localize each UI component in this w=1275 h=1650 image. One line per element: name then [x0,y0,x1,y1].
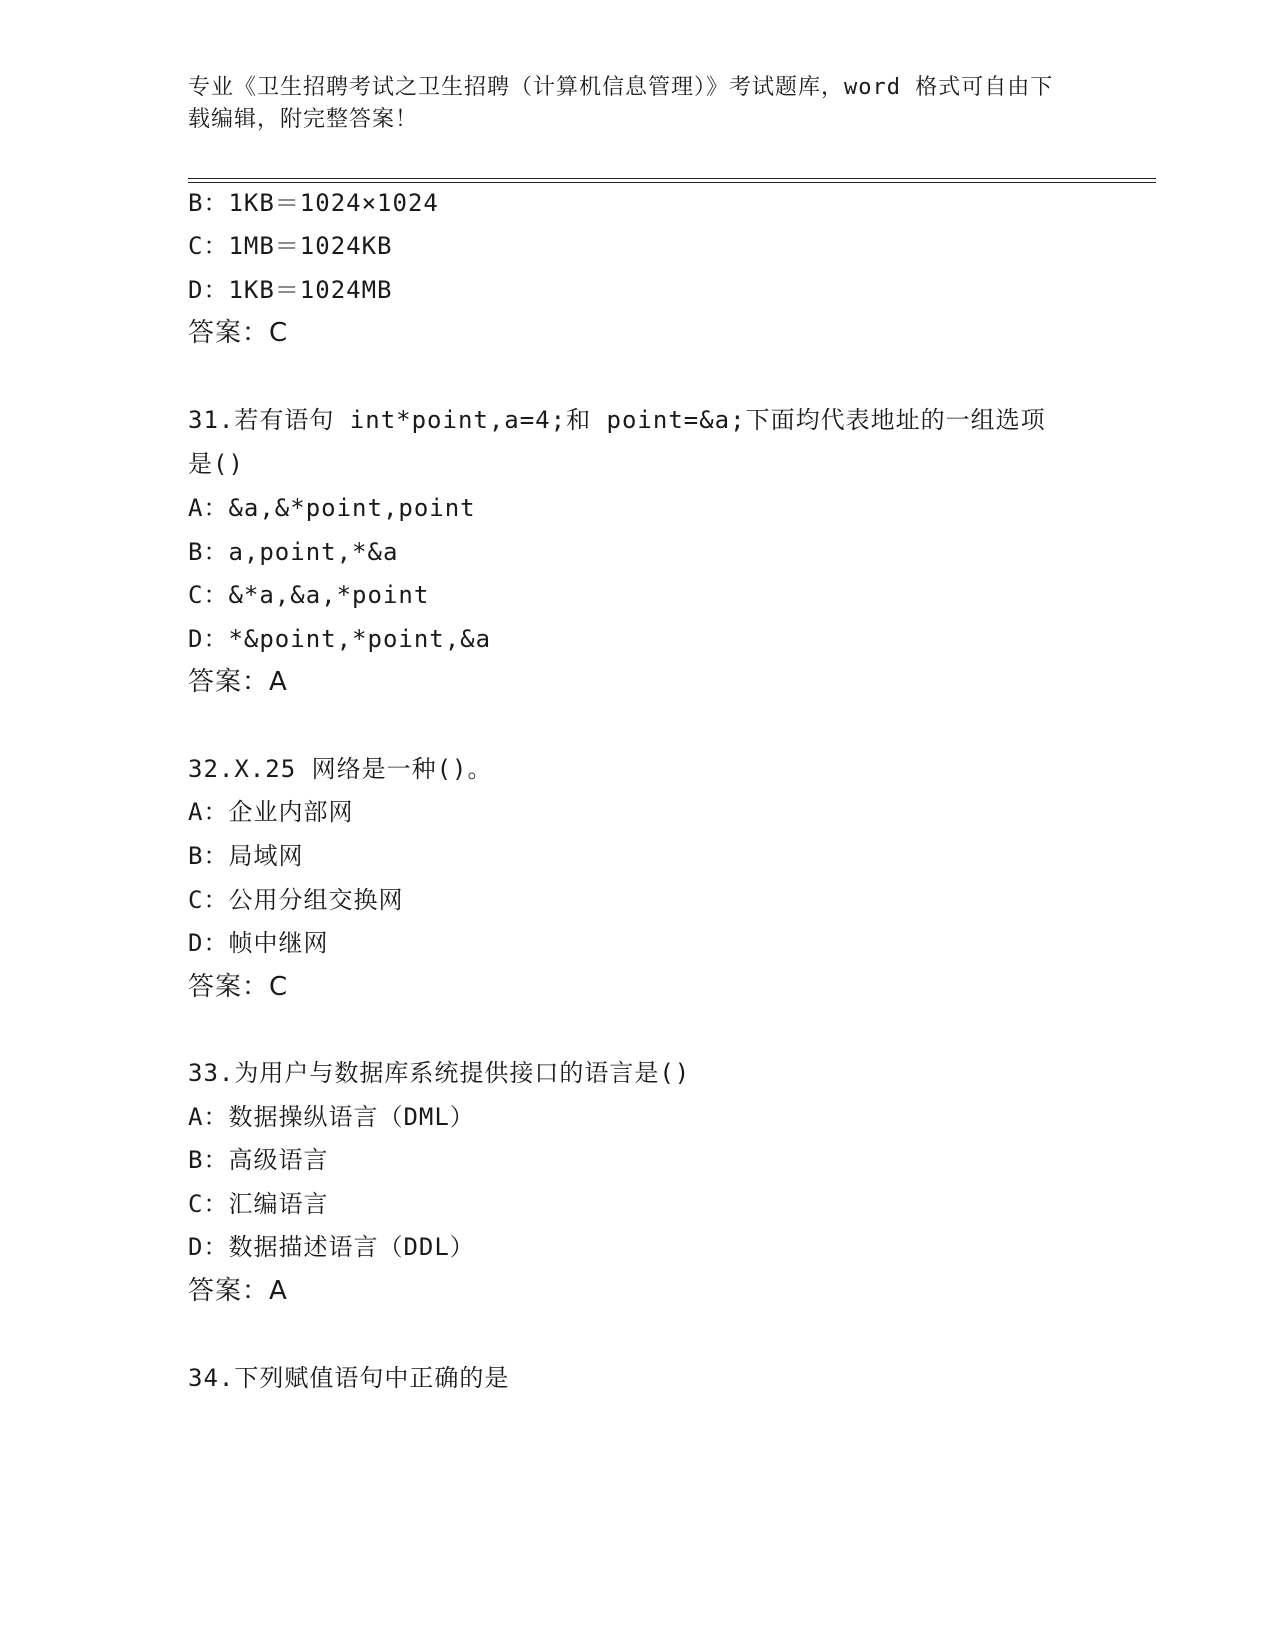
question-34-stem: 34.下列赋值语句中正确的是 [188,1364,510,1392]
option-b: B：1KB＝1024×1024 [188,189,439,217]
question-33-option-c: C：汇编语言 [188,1190,329,1218]
option-d: D：1KB＝1024MB [188,276,393,304]
header-divider-top [188,178,1156,179]
question-32-option-b: B：局域网 [188,842,304,870]
answer-line: 答案：C [188,318,289,348]
question-31-option-c: C：&*a,&a,*point [188,581,430,609]
question-32-option-a: A：企业内部网 [188,798,354,826]
question-33-stem: 33.为用户与数据库系统提供接口的语言是() [188,1059,691,1087]
question-31-stem: 31.若有语句 int*point,a=4;和 point=&a;下面均代表地址的一组选项是() [188,406,1046,478]
header-divider-bottom [188,182,1156,183]
question-32-answer: 答案：C [188,972,289,1002]
question-31-option-d: D：*&point,*point,&a [188,625,492,653]
question-31-answer: 答案：A [188,667,288,697]
question-33-option-b: B：高级语言 [188,1146,329,1174]
question-33-answer: 答案：A [188,1276,288,1306]
question-32-option-d: D：帧中继网 [188,929,329,957]
question-32-option-c: C：公用分组交换网 [188,886,404,914]
question-31-option-b: B：a,point,*&a [188,538,399,566]
document-header: 专业《卫生招聘考试之卫生招聘（计算机信息管理）》考试题库，word 格式可自由下载编辑，附完整答案！ [188,75,1054,132]
question-33-option-d: D：数据描述语言（DDL） [188,1233,475,1261]
question-33-option-a: A：数据操纵语言（DML） [188,1103,475,1131]
option-c: C：1MB＝1024KB [188,232,393,260]
question-32-stem: 32.X.25 网络是一种()。 [188,755,493,783]
question-31-option-a: A：&a,&*point,point [188,494,476,522]
